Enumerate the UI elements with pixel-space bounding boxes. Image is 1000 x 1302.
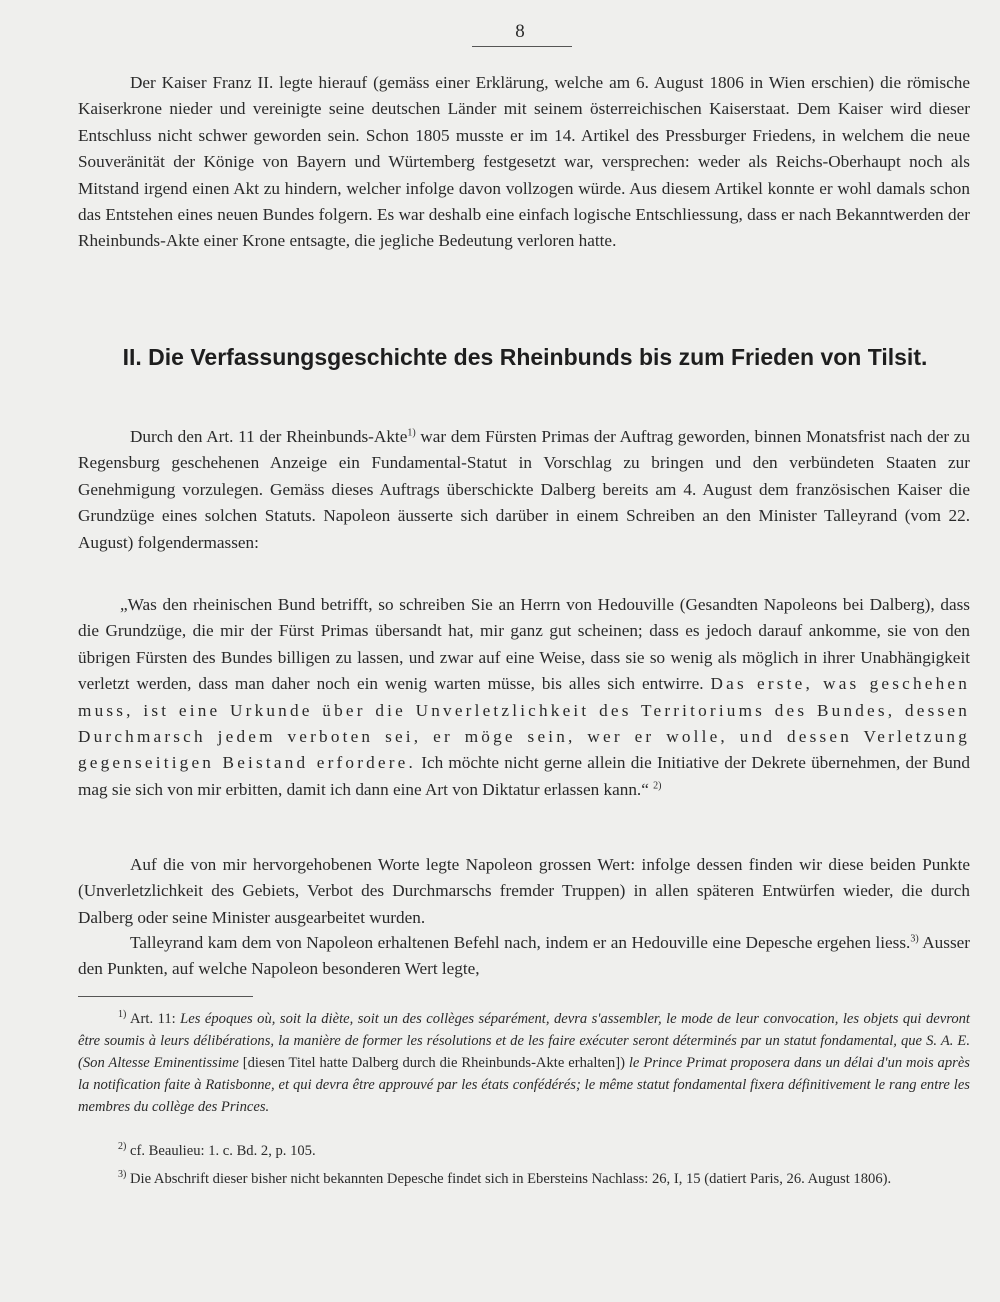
footnote-french-text: le Prince Primat proposera dans un délai d'un mois après la notification faite à Ratisbonne, et qui devra être approuvé par les états confédérés; le même statut fondamental fixera définitivement le rang entre les membres du collège des Princes.	[78, 1055, 970, 1115]
quote-text: „Was den rheinischen Bund betrifft, so schreiben Sie an Herrn von Hedouville (Gesandten Napoleons bei Dalberg), dass die Grundzüge, die mir der Fürst Primas übersandt hat, mir ganz gut scheinen; dass es jedoch darauf ankomme, sie von den übrigen Fürsten des Bundes billigen zu lassen, und zwar auf eine Weise, dass sie so wenig als möglich in ihrer Unabhängigkeit verletzt werden, dass man daher noch ein wenig warten müsse, bis alles sich entwirre.	[78, 595, 970, 694]
footnote-ref-3: 3)	[910, 933, 919, 945]
footnote-german-text: [diesen Titel hatte Dalberg durch die Rheinbunds-Akte erhalten])	[238, 1055, 629, 1071]
footnote-3	[78, 1168, 970, 1190]
footnote-ref-1: 1)	[407, 427, 416, 439]
footnote-2	[78, 1140, 970, 1162]
section-heading: II. Die Verfassungsgeschichte des Rheinbunds bis zum Frieden von Tilsit.	[122, 344, 928, 370]
paragraph-text: Ausser den Punkten, auf welche Napoleon besonderen Wert legte,	[78, 933, 970, 979]
footnote-ref-2: 2)	[653, 780, 662, 792]
quote-text: Ich möchte nicht gerne allein die Initiative der Dekrete übernehmen, der Bund mag sie sich von mir erbitten, damit ich dann eine Art von Diktatur erlassen kann.“	[78, 753, 970, 799]
footnote-marker: 2)	[118, 1141, 127, 1153]
footnote-french-text: Les époques où, soit la diète, soit un des collèges séparément, devra s'assembler, le mode de leur convocation, les objets qui devront être soumis à leurs délibérations, la manière de former les résolutions et de les faire exécuter seront déterminés par un statut fondamental, que S. A. E. (Son Altesse Eminentissime	[78, 1011, 970, 1071]
paragraph-text: Talleyrand kam dem von Napoleon erhaltenen Befehl nach, indem er an Hedouville eine Depesche ergehen liess.	[130, 933, 911, 952]
page-number-rule	[472, 46, 572, 47]
footnote-marker: 3)	[118, 1169, 127, 1181]
page-number: 8	[515, 21, 525, 42]
footnote-label: Art. 11:	[126, 1011, 181, 1027]
footnote-text: cf. Beaulieu: 1. c. Bd. 2, p. 105.	[126, 1143, 316, 1159]
footnote-text: Die Abschrift dieser bisher nicht bekannten Depesche findet sich in Ebersteins Nachlass: 26, I, 15 (datiert Paris, 26. August 1806).	[126, 1171, 892, 1187]
footnote-1	[78, 1008, 970, 1118]
footnote-separator	[78, 996, 253, 997]
quote-emphasized-text: Das erste, was geschehen muss, ist eine Urkunde über die Unverletzlichkeit des Territoriums des Bundes, dessen Durchmarsch jedem verboten sei, er möge sein, wer er wolle, und dessen Verletzung gegenseitigen Beistand erfordere.	[78, 674, 970, 773]
paragraph-text: war dem Fürsten Primas der Auftrag geworden, binnen Monatsfrist nach der zu Regensburg geschehenen Anzeige ein Fundamental-Statut in Vorschlag zu bringen und den verbündeten Staaten zur Genehmigung vorzulegen. Gemäss dieses Auftrags überschickte Dalberg bereits am 4. August dem französischen Kaiser die Grundzüge eines solchen Statuts. Napoleon äusserte sich darüber in einem Schreiben an den Minister Talleyrand (vom 22. August) folgendermassen:	[78, 427, 970, 552]
footnote-marker: 1)	[118, 1009, 127, 1021]
paragraph-talleyrand	[78, 930, 970, 983]
paragraph-kaiser-franz: Der Kaiser Franz II. legte hierauf (gemäss einer Erklärung, welche am 6. August 1806 in Wien erschien) die römische Kaiserkrone nieder und vereinigte seine deutschen Länder mit seinem österreichischen Kaiserstaat. Dem Kaiser wird dieser Entschluss nicht schwer geworden sein. Schon 1805 musste er im 14. Artikel des Pressburger Friedens, in welchem die neue Souveränität der Könige von Bayern und Würtemberg festgesetzt war, versprechen: weder als Reichs-Oberhaupt noch als Mitstand irgend einen Akt zu hindern, welcher infolge davon vollzogen würde. Aus diesem Artikel konnte er wohl damals schon das Entstehen eines neuen Bundes folgern. Es war deshalb eine einfach logische Entschliessung, dass er nach Bekanntwerden der Rheinbunds-Akte einer Krone entsagte, die jegliche Bedeutung verloren hatte.	[78, 73, 970, 251]
paragraph-text: Durch den Art. 11 der Rheinbunds-Akte	[130, 427, 408, 446]
paragraph-rheinbunds-akte	[78, 424, 970, 556]
napoleon-quote	[78, 592, 970, 803]
paragraph-hervorgehoben: Auf die von mir hervorgehobenen Worte legte Napoleon grossen Wert: infolge dessen finden wir diese beiden Punkte (Unverletzlichkeit des Gebiets, Verbot des Durchmarschs fremder Truppen) in allen späteren Entwürfen wieder, die durch Dalberg oder seine Minister ausgearbeitet wurden.	[78, 855, 970, 927]
